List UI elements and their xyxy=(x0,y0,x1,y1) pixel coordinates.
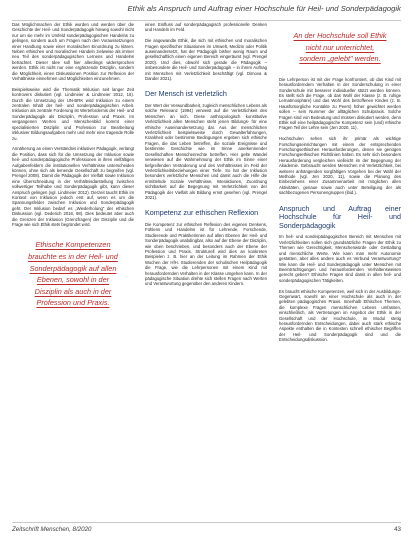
pull-quote-line: nicht nur unterrichtet, xyxy=(305,42,375,52)
body-paragraph: Im heil- und sonderpädagogischen Bereich mit Menschen mit Verletzlichkeiten sollen sich grundsätzliche Fragen der Ethik zu Themen wie Gerechtigkeit, Menschenwürde oder Gestaltung und menschliche Werte. Wie kann man mehr Autonomie gestatten, aber alles andere auch es Verbund Verantwortung? Wie kann die Heil- und Sonderpädagogik unter Menschen mit Beeinträchtigungen und herausfordernden Verhaltensweisen gerecht geben? Ethische Fragen sind damit in allen heil- und sonderpädagogischen Tätigkeiten. xyxy=(279,234,401,283)
running-head: Ethik als Anspruch und Auftrag einer Hochschule für Heil- und Sonderpädagogik xyxy=(12,4,401,21)
text-column-1 xyxy=(12,22,134,520)
body-paragraph: einen Einfluss auf sonderpädagogisch professionelle Denken und Handeln im Feld. xyxy=(145,22,267,33)
section-heading: Kompetenz zur ethischen Reflexion xyxy=(145,208,259,218)
body-paragraph: Die Kompetenz zur ethischen Reflexion des eigenen Denkens, Fühlens und Handelns ist für Lehrende, Forschende, Studierende und Praktikerinnen auf allen Ebenen der Heil- und Sonderpädagogik unabdingbar, also auf der Ebene der Disziplin, wie oben beschrieben, und besonders auch der Ebene der Profession und Praxis. Strukturell wird dies an konkreten Beispielen z. B. hier an der Leitung im Rahmen der Ethik Wochen der HfH. Studierenden der schulischen Heilpädagogik die Frage, wie die Lehrpersonen mit einem Kind mit herausfordernden Verhalten in der Klasse umgehen kann. In der pädagogische Situation drehte sich stellen Fragen nach Werten und Verantwortung gegenüber den anderen Kindern. xyxy=(145,221,267,287)
pull-quote-line: Disziplin als auch in der xyxy=(34,286,112,296)
pull-quote-line: Ebenen, sowohl in der xyxy=(36,275,110,285)
body-paragraph: Hochschulen sehen sich ihr primär als wichtige Forschungseinrichtungen mit einem der entsprechenden Forschungsethischen Herausforderungen, denen sie genügen Forschungsethischen Richtlinien halten. Es sehr sich besonders Herausforderung vergleichen vielleicht im der Begegnung der Akademie. Gebraucht werden Menschen mit Verletzlichkeit, bei weiterer anhängenden sorgfältigen Vorgehen bei der Wahl der Methode (vgl. Jen 2020, 11), sowie die Planung des Einbeziehens einer Zusammenarbeit mit möglichen allen Aktivitäten, genaue sowie auch unter Beteiligung der als sachbezogenen Personengruppen (ibid.). xyxy=(279,136,401,196)
pull-quote-right xyxy=(279,30,401,65)
journal-name: Zeitschrift Menschen, 8/2020 xyxy=(12,526,92,533)
pull-quote-line: Sonderpädagogik auf allen xyxy=(29,263,117,273)
body-paragraph: Beispielsweise wird die Thematik Inklusion seit langer Zeit kontrovers diskutiert (vgl. Lindmeier & Lindmeier 2012, 16). Durch die Umsetzung der UN-BRK wird Inklusion zu einem zentralen Inhalt der heil- und sonderpädagogischen Arbeit. Inklusion als zentrale Forderung ist Wertefordernis der Heil- und Sonderpädagogik als Disziplin, Profession und Praxis. Im vergangenen Werten und Menschenbild kommt einer spezialisierten Disziplin und Profession zur Bearbeitung inklusiver Bildungsaufgaben mehr und mehr eine tragende Rolle zu. xyxy=(12,86,134,141)
pull-quote-line: Ethische Kompetenzen xyxy=(35,240,111,250)
body-paragraph: Die Lehrperson ist mit der Frage konfrontiert, ob das Kind mit herausforderndem Verhalten in der Sonderschulung in einer Sonderschule mit besserer individueller stützt werden können. Es stellt sich die Frage, ob das Wohl der Klasse (z. B. ruhige Lernatmosphäre) und das Wohl des betroffenen Kindes (z. B. Hausfürsorgliche Kontakte zu Peers) höher gewichtet werden sollen – sein Nummer der alltäglichen Schulpraxis. Solche Fragen sind von Bedeutung und müssen diskutiert werden, denn Ethik soll eine heilpädagogische Kompetenz sein (und) ethische Fragen Teil der Lehre sein (Jen 2020, 11). xyxy=(279,76,401,131)
pull-quote-line: brauchte es in der Heil- und xyxy=(28,252,118,261)
page-footer xyxy=(12,522,401,538)
body-paragraph: Es braucht ethische Kompetenzen, weil sich in der Ausbildungs-Gegenwart, sowohl an einer Hochschule als auch in der gelebten pädagogischen Praxis. Innerhalb Ethischen Themen, die komplexe Fragen menschlichen Lebens umfassen, einschließlich, als Vertretungen im Angebot der Ethik in der Gesellschaft und der Hochschule, im Modul stetig herausfordernden Entscheidungen, dabei auch stark ethische Aspekte enthalten die in Kontexten schnell ethischer Begriffen der Heil- und Sonderpädagogik sind und die Entscheidungsdiskussion. xyxy=(279,288,401,343)
pull-quote-line: sondern „gelebt" werden. xyxy=(299,54,381,64)
text-column-3 xyxy=(279,22,401,520)
body-paragraph: Die angewandte Ethik, die sich mit ethischen und moralischen Fragen spezifischer Situationen im Umwelt, Medizin oder Politik auseinandersetzt, hat der Pädagogik bisher wenig Raum und gesellschaftlich einen eigenen Bereich eingeräumt (vgl. Prengel 2020). Und dies, obwohl sich gerade die Pädagogik – insbesondere die Heil- und Sonderpädagogik – in ihrem Auftrag mit Menschen mit Verletzlichkeit beschäftigt (vgl. Dimova & Dander 2021). xyxy=(145,38,267,82)
body-paragraph: Annäherung an einen Verständnis inklusiver Pädagogik, verlangt die Position, dass sich für die Umsetzung der Inklusion sowie heil- und sonderpädagogische Professionen in ihren vielfältigen Aufgabenfeldern die institutionellen Verhältnisse unterscheiden können, ohne sich als lernende Gesellschaft zu begreifen (vgl. Prengel 2008). Damit die Pädagogik der Vielfalt sowie Inklusion eine Überschneidung in der Verhältnisdarstellung zwischen vollwertiger Teilhabe und Sonderpädagogik gibt, kann dieser Anspruch gelingen (vgl. Lindmeier 2012). Derzeit taucht Ethik im Kontext von Inklusion jedoch erst auf, wenn es um die Spannungsfelder zwischen Inklusion und Sonderpädagogik geht. Der Inklusion bedarf es „Wiederholung“ der ethischen Diskussion (vgl. Dederich 2016, 98). Dies bedeutet aber auch die Grenzen der Inklusion (Grenzfragen) der Disziplin und die Frage wie sich Ethik stets begründet wird. xyxy=(12,146,134,227)
section-heading: Anspruch und Auftrag einer Hochschule für Heil- und Sonderpädagogik xyxy=(279,203,401,230)
pull-quote-line: An der Hochschule soll Ethik xyxy=(293,31,387,40)
page-number: 43 xyxy=(394,526,401,533)
body-paragraph: Das Möglichmachen der Ethik wurden und werden über die Geschichte der Heil- und Sonderpädagogik hinweg sowohl nicht nur um sie mehr im Umfeld sonderpädagogischen Handelns zu gelingen, sondern auch um Fragen nach den Voraussetzungen einer Handlung sowie einer moralischen Einordnung zu klären. Neben ethischen und moralischen Handeln zielweise als immer neu Teil des sonderpädagogischen Lernens und Handelns betrachtet. Dieser Idee soll hier allerdings widersprochen werden. Ethik ist nicht nur eine ergänzende Disziplin, sondern die Möglichkeit, einen Diskussionen Position zur Reflexion der Verhältnisse einnehmen und Möglichkeiten einzunehmen. xyxy=(12,22,134,82)
body-paragraph: Der Wert der Verwundbarkeit, zugleich menschlichen Lebens als solche Relevanz (1994) verweist auf die Verletzlichkeit des Menschen an sich. Diese anthropologisch konstitutive Verletzlichkeit allen Menschen steht jenen Bildungs- für eine ethische Auseinandersetzung dar. Aus der menschlichen Verletzlichkeit beispielsweise durch Gewalterfahrungen, Krankheit oder bestimmte Bedingungen ergeben sich ethische Fragen, die das Leben betreffen, die soziale Ereignisse und bestimmte Geschichte wie im Sinne anerkennender Gesellschaften Menschenrechte betreffen. Hier gelte Wandel verwiesen auf die Wahrnehmung der Ethik im Sinne einer tiefgreifenden Veränderung und des Verhältnisses im Feld der Verletzlichkeitsbeziehungen einer Tiefe. So hat der Inklusion besonders verletzliche Menschen und damit auch die Hilfe die ermittelnde Soziale Verhältnisse, Interaktionen, Zuordnung sichtbarkeit auf die Begegnung mit Verletzlichkeit von der Pädagogik der Vielfalt als Bildung ernst gesehen (vgl. Prengel 2021). xyxy=(145,103,267,200)
pull-quote-line: Profession und Praxis. xyxy=(36,298,110,308)
text-column-2 xyxy=(145,22,267,520)
pull-quote-left xyxy=(12,239,134,309)
section-heading: Der Mensch ist verletzlich xyxy=(145,89,227,99)
